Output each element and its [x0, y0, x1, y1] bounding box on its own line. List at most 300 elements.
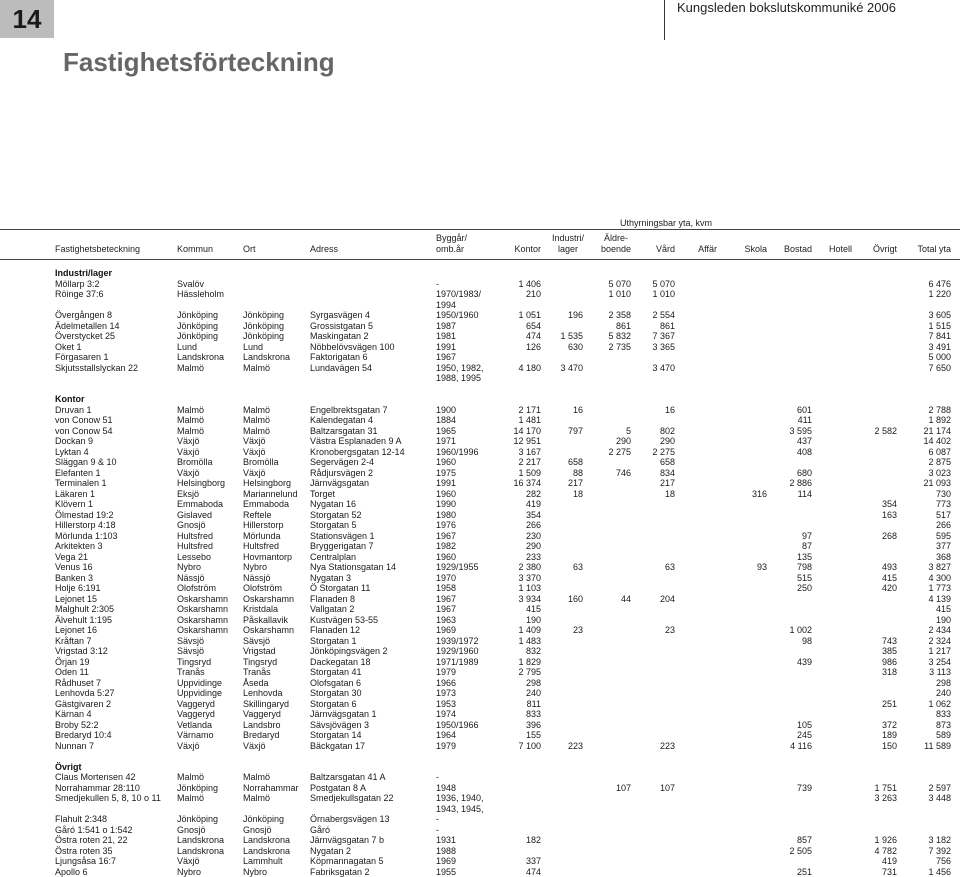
cell-fastighet: von Conow 51	[55, 415, 175, 426]
cell-kontor: 2 217	[500, 457, 541, 468]
cell-total: 756	[900, 856, 951, 867]
cell-fastighet: Norrahammar 28:110	[55, 783, 175, 794]
cell-vard: 5 070	[640, 279, 675, 290]
cell-fastighet: Lejonet 16	[55, 625, 175, 636]
cell-adress: Storgatan 52	[310, 510, 435, 521]
cell-bygg: 1967	[436, 531, 496, 542]
cell-ovrigt: 189	[860, 730, 897, 741]
cell-total: 1 773	[900, 583, 951, 594]
col-header-industri: Industri/ lager	[548, 233, 588, 255]
cell-kontor: 155	[500, 730, 541, 741]
cell-kommun: Malmö	[177, 772, 241, 783]
cell-kommun: Landskrona	[177, 835, 241, 846]
cell-bygg: 1970	[436, 573, 496, 584]
cell-fastighet: Förgasaren 1	[55, 352, 175, 363]
cell-kontor: 415	[500, 604, 541, 615]
cell-ort: Jönköping	[243, 321, 309, 332]
cell-fastighet: Holje 6:191	[55, 583, 175, 594]
cell-ort: Åseda	[243, 678, 309, 689]
col-header-vard: Vård	[640, 244, 675, 255]
cell-ort: Jönköping	[243, 331, 309, 342]
cell-aldre: 5 070	[598, 279, 631, 290]
cell-industri: 88	[548, 468, 583, 479]
cell-fastighet: Flahult 2:348	[55, 814, 175, 825]
header-divider	[664, 0, 665, 40]
cell-fastighet: Bredaryd 10:4	[55, 730, 175, 741]
cell-ort: Malmö	[243, 426, 309, 437]
cell-ort: Bredaryd	[243, 730, 309, 741]
table-row	[0, 478, 960, 489]
cell-kommun: Oskarshamn	[177, 604, 241, 615]
table-row	[0, 457, 960, 468]
cell-fastighet: Ljungsåsa 16:7	[55, 856, 175, 867]
cell-adress: Västra Esplanaden 9 A	[310, 436, 435, 447]
cell-aldre: 290	[598, 436, 631, 447]
cell-kommun: Malmö	[177, 405, 241, 416]
cell-ort: Sävsjö	[243, 636, 309, 647]
cell-total: 7 841	[900, 331, 951, 342]
cell-ort: Nybro	[243, 562, 309, 573]
cell-ort: Oskarshamn	[243, 625, 309, 636]
cell-bygg: 1980	[436, 510, 496, 521]
cell-fastighet: Lyktan 4	[55, 447, 175, 458]
cell-kontor: 14 170	[500, 426, 541, 437]
cell-kontor: 290	[500, 541, 541, 552]
cell-ovrigt: 385	[860, 646, 897, 657]
section-spacer	[0, 751, 960, 762]
cell-bygg: 1988, 1995	[436, 373, 496, 384]
cell-adress: Nygatan 2	[310, 846, 435, 857]
col-header-kontor: Kontor	[500, 244, 541, 255]
cell-adress: Grossistgatan 5	[310, 321, 435, 332]
cell-kontor: 1 051	[500, 310, 541, 321]
cell-fastighet: Kråftan 7	[55, 636, 175, 647]
table-row	[0, 783, 960, 794]
cell-total: 2 875	[900, 457, 951, 468]
cell-kommun: Nässjö	[177, 573, 241, 584]
cell-bostad: 251	[775, 867, 812, 877]
cell-kontor: 396	[500, 720, 541, 731]
cell-adress: Nygatan 16	[310, 499, 435, 510]
cell-kontor: 230	[500, 531, 541, 542]
cell-total: 2 788	[900, 405, 951, 416]
cell-bygg: 1970/1983/	[436, 289, 496, 300]
cell-kommun: Oskarshamn	[177, 615, 241, 626]
cell-ovrigt: 251	[860, 699, 897, 710]
cell-aldre: 746	[598, 468, 631, 479]
cell-bygg: 1973	[436, 688, 496, 699]
cell-fastighet: Apollo 6	[55, 867, 175, 877]
cell-total: 4 300	[900, 573, 951, 584]
cell-kontor: 337	[500, 856, 541, 867]
cell-bygg: 1963	[436, 615, 496, 626]
cell-ort: Bromölla	[243, 457, 309, 468]
cell-fastighet: Vega 21	[55, 552, 175, 563]
cell-kommun: Uppvidinge	[177, 678, 241, 689]
cell-kontor: 419	[500, 499, 541, 510]
table-row	[0, 730, 960, 741]
cell-ort: Jönköping	[243, 310, 309, 321]
cell-industri: 18	[548, 489, 583, 500]
cell-adress: Nöbbelövsvägen 100	[310, 342, 435, 353]
cell-ort: Lammhult	[243, 856, 309, 867]
cell-fastighet: Kärnan 4	[55, 709, 175, 720]
cell-industri: 630	[548, 342, 583, 353]
cell-kommun: Oskarshamn	[177, 594, 241, 605]
table-row	[0, 279, 960, 290]
cell-bostad: 98	[775, 636, 812, 647]
cell-ort: Växjö	[243, 436, 309, 447]
col-header-hotell: Hotell	[815, 244, 852, 255]
cell-fastighet: Elefanten 1	[55, 468, 175, 479]
table-row	[0, 583, 960, 594]
cell-bygg: 1988	[436, 846, 496, 857]
cell-total: 4 139	[900, 594, 951, 605]
cell-kommun: Lessebo	[177, 552, 241, 563]
cell-kommun: Uppvidinge	[177, 688, 241, 699]
cell-kontor: 7 100	[500, 741, 541, 752]
cell-fastighet: Nunnan 7	[55, 741, 175, 752]
table-row	[0, 342, 960, 353]
col-header-total: Total yta	[900, 244, 951, 255]
cell-ort: Reftele	[243, 510, 309, 521]
cell-ovrigt: 1 926	[860, 835, 897, 846]
cell-adress: Baltzarsgatan 41 A	[310, 772, 435, 783]
cell-fastighet: Övergången 8	[55, 310, 175, 321]
section-title	[0, 268, 960, 279]
cell-bostad: 250	[775, 583, 812, 594]
cell-ovrigt: 372	[860, 720, 897, 731]
cell-adress: Syrgasvägen 4	[310, 310, 435, 321]
cell-ort: Oskarshamn	[243, 594, 309, 605]
cell-kontor: 16 374	[500, 478, 541, 489]
cell-industri: 3 470	[548, 363, 583, 374]
cell-ort: Tingsryd	[243, 657, 309, 668]
cell-ort: Hovmantorp	[243, 552, 309, 563]
cell-bostad: 437	[775, 436, 812, 447]
cell-aldre: 1 010	[598, 289, 631, 300]
cell-bostad: 135	[775, 552, 812, 563]
cell-bygg: 1967	[436, 352, 496, 363]
cell-kontor: 1 481	[500, 415, 541, 426]
cell-adress: Järnvägsgatan	[310, 478, 435, 489]
cell-ort: Nybro	[243, 867, 309, 877]
cell-bygg: 1990	[436, 499, 496, 510]
cell-fastighet: Möllarp 3:2	[55, 279, 175, 290]
cell-ovrigt: 4 782	[860, 846, 897, 857]
table-row	[0, 594, 960, 605]
cell-bygg: 1967	[436, 604, 496, 615]
col-header-skola: Skola	[730, 244, 767, 255]
col-header-bygg: Byggår/ omb.år	[436, 233, 476, 255]
cell-bostad: 1 002	[775, 625, 812, 636]
cell-adress: Baltzarsgatan 31	[310, 426, 435, 437]
cell-vard: 63	[640, 562, 675, 573]
cell-bygg: -	[436, 279, 496, 290]
cell-adress: Gåró	[310, 825, 435, 836]
cell-aldre: 44	[598, 594, 631, 605]
cell-adress: Jönköpingsvägen 2	[310, 646, 435, 657]
cell-total: 266	[900, 520, 951, 531]
table-row	[0, 720, 960, 731]
table-row	[0, 573, 960, 584]
cell-adress: Storgatan 1	[310, 636, 435, 647]
table-row	[0, 552, 960, 563]
cell-kommun: Landskrona	[177, 846, 241, 857]
cell-total: 298	[900, 678, 951, 689]
cell-fastighet: Släggan 9 & 10	[55, 457, 175, 468]
table-row	[0, 615, 960, 626]
cell-ort: Vaggeryd	[243, 709, 309, 720]
cell-total: 1 220	[900, 289, 951, 300]
cell-kommun: Landskrona	[177, 352, 241, 363]
cell-total: 2 597	[900, 783, 951, 794]
table-row	[0, 363, 960, 374]
cell-total: 3 254	[900, 657, 951, 668]
cell-ort: Vrigstad	[243, 646, 309, 657]
cell-bygg: 1982	[436, 541, 496, 552]
cell-total: 1 515	[900, 321, 951, 332]
table-row	[0, 436, 960, 447]
cell-vard: 16	[640, 405, 675, 416]
cell-adress: Sävsjövägen 3	[310, 720, 435, 731]
cell-kommun: Jönköping	[177, 321, 241, 332]
cell-ovrigt: 150	[860, 741, 897, 752]
cell-bygg: 1976	[436, 520, 496, 531]
cell-vard: 23	[640, 625, 675, 636]
cell-fastighet: Gåró 1:541 o 1:542	[55, 825, 175, 836]
cell-kommun: Växjö	[177, 436, 241, 447]
cell-bostad: 114	[775, 489, 812, 500]
cell-bygg: 1965	[436, 426, 496, 437]
cell-fastighet: Oden 11	[55, 667, 175, 678]
section-title-text: Industri/lager	[55, 268, 112, 279]
cell-bygg: 1884	[436, 415, 496, 426]
cell-ort: Växjö	[243, 741, 309, 752]
cell-vard: 2 275	[640, 447, 675, 458]
cell-bygg: 1943, 1945,	[436, 804, 496, 815]
cell-ovrigt: 731	[860, 867, 897, 877]
table-row	[0, 331, 960, 342]
cell-fastighet: Örjan 19	[55, 657, 175, 668]
section-title	[0, 394, 960, 405]
cell-vard: 107	[640, 783, 675, 794]
cell-kommun: Tingsryd	[177, 657, 241, 668]
cell-total: 6 087	[900, 447, 951, 458]
cell-ovrigt: 354	[860, 499, 897, 510]
cell-kommun: Växjö	[177, 856, 241, 867]
cell-bygg: 1955	[436, 867, 496, 877]
cell-kontor: 1 483	[500, 636, 541, 647]
cell-bygg: 1991	[436, 342, 496, 353]
cell-kommun: Gislaved	[177, 510, 241, 521]
cell-fastighet: Banken 3	[55, 573, 175, 584]
cell-total: 21 174	[900, 426, 951, 437]
cell-adress: Torget	[310, 489, 435, 500]
cell-bostad: 857	[775, 835, 812, 846]
cell-total: 7 392	[900, 846, 951, 857]
cell-adress: Engelbrektsgatan 7	[310, 405, 435, 416]
cell-kontor: 1 409	[500, 625, 541, 636]
table-row	[0, 667, 960, 678]
cell-ort: Landskrona	[243, 846, 309, 857]
cell-aldre: 107	[598, 783, 631, 794]
cell-fastighet: Claus Mortensen 42	[55, 772, 175, 783]
cell-bygg: 1929/1955	[436, 562, 496, 573]
cell-bostad: 408	[775, 447, 812, 458]
cell-bostad: 3 595	[775, 426, 812, 437]
cell-ort: Gnosjö	[243, 825, 309, 836]
cell-adress: Dackegatan 18	[310, 657, 435, 668]
section-title	[0, 762, 960, 773]
cell-adress: Faktorigatan 6	[310, 352, 435, 363]
cell-ort: Lund	[243, 342, 309, 353]
cell-ort: Malmö	[243, 793, 309, 804]
cell-kontor: 4 180	[500, 363, 541, 374]
cell-bygg: 1966	[436, 678, 496, 689]
cell-vard: 18	[640, 489, 675, 500]
table-row	[0, 678, 960, 689]
cell-kommun: Sävsjö	[177, 646, 241, 657]
cell-total: 1 892	[900, 415, 951, 426]
cell-ovrigt: 986	[860, 657, 897, 668]
cell-skola: 316	[730, 489, 767, 500]
cell-fastighet: Rådhuset 7	[55, 678, 175, 689]
cell-vard: 861	[640, 321, 675, 332]
cell-adress: Bäckgatan 17	[310, 741, 435, 752]
cell-fastighet: Ölmestad 19:2	[55, 510, 175, 521]
cell-total: 1 217	[900, 646, 951, 657]
cell-ort: Helsingborg	[243, 478, 309, 489]
cell-ovrigt: 318	[860, 667, 897, 678]
cell-bygg: 1987	[436, 321, 496, 332]
cell-ovrigt: 3 263	[860, 793, 897, 804]
cell-kommun: Hässleholm	[177, 289, 241, 300]
cell-industri: 217	[548, 478, 583, 489]
cell-ort: Hultsfred	[243, 541, 309, 552]
cell-ovrigt: 268	[860, 531, 897, 542]
cell-bostad: 87	[775, 541, 812, 552]
cell-kommun: Växjö	[177, 741, 241, 752]
table-row	[0, 657, 960, 668]
table-row	[0, 300, 960, 311]
cell-aldre: 2 358	[598, 310, 631, 321]
cell-total: 730	[900, 489, 951, 500]
cell-bygg: 1960/1996	[436, 447, 496, 458]
cell-industri: 658	[548, 457, 583, 468]
cell-ort: Mörlunda	[243, 531, 309, 542]
cell-kommun: Oskarshamn	[177, 625, 241, 636]
cell-bygg: 1969	[436, 625, 496, 636]
cell-kontor: 2 795	[500, 667, 541, 678]
cell-kontor: 298	[500, 678, 541, 689]
cell-ort: Påskallavik	[243, 615, 309, 626]
cell-kontor: 474	[500, 867, 541, 877]
cell-bygg: 1931	[436, 835, 496, 846]
cell-fastighet: Oket 1	[55, 342, 175, 353]
cell-kontor: 190	[500, 615, 541, 626]
cell-ort: Olofström	[243, 583, 309, 594]
table-row	[0, 699, 960, 710]
cell-ort: Tranås	[243, 667, 309, 678]
cell-kommun: Malmö	[177, 426, 241, 437]
table-row	[0, 510, 960, 521]
cell-fastighet: Malghult 2:305	[55, 604, 175, 615]
cell-total: 368	[900, 552, 951, 563]
cell-fastighet: Arkitekten 3	[55, 541, 175, 552]
cell-ort: Malmö	[243, 363, 309, 374]
cell-ort: Kristdala	[243, 604, 309, 615]
cell-adress: Storgatan 5	[310, 520, 435, 531]
cell-bygg: 1948	[436, 783, 496, 794]
cell-kommun: Emmaboda	[177, 499, 241, 510]
cell-kontor: 3 167	[500, 447, 541, 458]
cell-kontor: 1 509	[500, 468, 541, 479]
cell-vard: 834	[640, 468, 675, 479]
cell-total: 11 589	[900, 741, 951, 752]
cell-bostad: 411	[775, 415, 812, 426]
cell-kontor: 126	[500, 342, 541, 353]
cell-bygg: 1981	[436, 331, 496, 342]
cell-kontor: 3 370	[500, 573, 541, 584]
cell-bostad: 515	[775, 573, 812, 584]
col-header-adress: Adress	[310, 244, 338, 255]
cell-adress: Flanaden 12	[310, 625, 435, 636]
cell-kommun: Malmö	[177, 415, 241, 426]
cell-vard: 223	[640, 741, 675, 752]
cell-fastighet: Dockan 9	[55, 436, 175, 447]
cell-total: 6 476	[900, 279, 951, 290]
cell-industri: 196	[548, 310, 583, 321]
table-row	[0, 405, 960, 416]
cell-bostad: 680	[775, 468, 812, 479]
cell-adress: Stationsvägen 1	[310, 531, 435, 542]
cell-kontor: 474	[500, 331, 541, 342]
cell-total: 3 182	[900, 835, 951, 846]
cell-ort: Landsbro	[243, 720, 309, 731]
cell-bygg: 1929/1960	[436, 646, 496, 657]
cell-kommun: Nybro	[177, 867, 241, 877]
cell-ort: Växjö	[243, 468, 309, 479]
cell-adress: Nygatan 3	[310, 573, 435, 584]
cell-kontor: 832	[500, 646, 541, 657]
header-bottom-rule	[0, 259, 960, 260]
cell-bygg: -	[436, 825, 496, 836]
cell-bygg: 1960	[436, 457, 496, 468]
cell-bygg: 1979	[436, 667, 496, 678]
cell-bygg: 1974	[436, 709, 496, 720]
cell-kontor: 654	[500, 321, 541, 332]
cell-total: 3 023	[900, 468, 951, 479]
cell-kommun: Jönköping	[177, 331, 241, 342]
cell-kontor: 12 951	[500, 436, 541, 447]
cell-kommun: Vetlanda	[177, 720, 241, 731]
cell-kommun: Jönköping	[177, 310, 241, 321]
cell-ort: Malmö	[243, 415, 309, 426]
cell-fastighet: von Conow 54	[55, 426, 175, 437]
cell-kontor: 233	[500, 552, 541, 563]
cell-industri: 223	[548, 741, 583, 752]
cell-aldre: 5	[598, 426, 631, 437]
table-row	[0, 741, 960, 752]
cell-adress: Olofsgatan 6	[310, 678, 435, 689]
cell-ort: Malmö	[243, 405, 309, 416]
cell-kommun: Sävsjö	[177, 636, 241, 647]
cell-kommun: Malmö	[177, 793, 241, 804]
cell-total: 589	[900, 730, 951, 741]
cell-bygg: 1950, 1982,	[436, 363, 496, 374]
cell-adress: Rådjursvägen 2	[310, 468, 435, 479]
